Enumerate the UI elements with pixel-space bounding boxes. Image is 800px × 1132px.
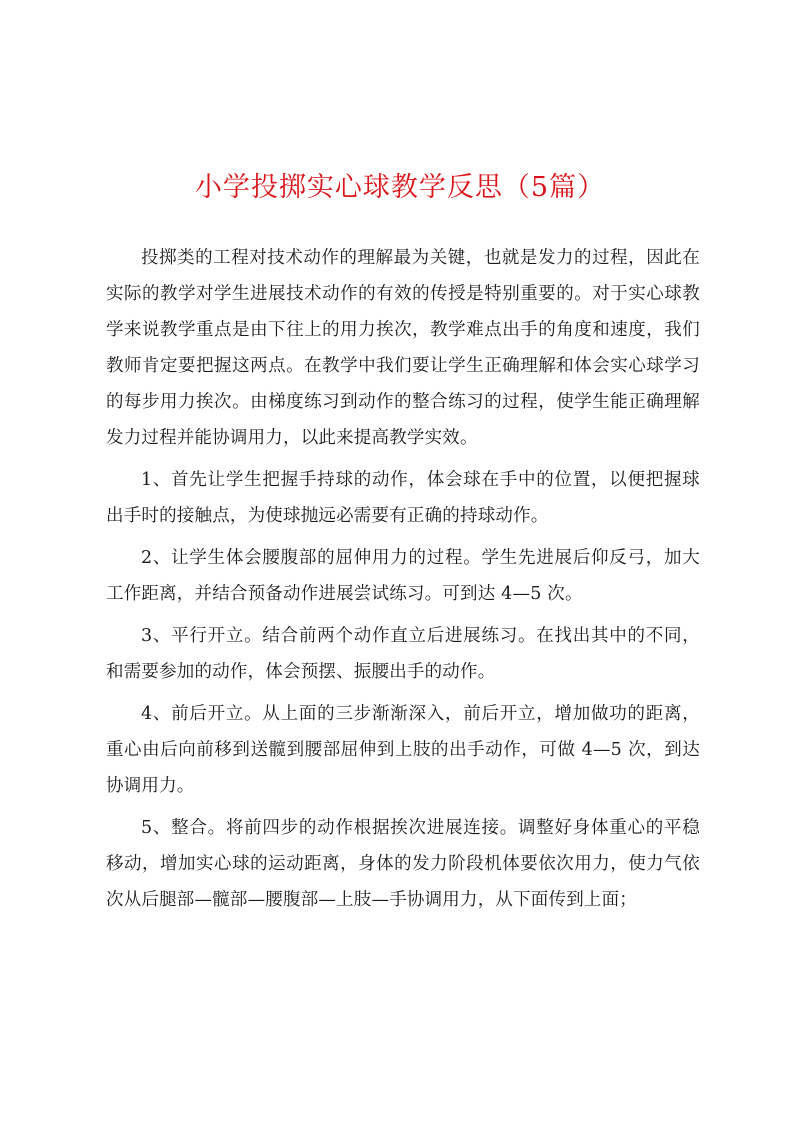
- paragraph-intro: 投掷类的工程对技术动作的理解最为关键，也就是发力的过程，因此在实际的教学对学生进展技术动作的有效的传授是特别重要的。对于实心球教学来说教学重点是由下往上的用力挨次，教学难点出手的角度和速度，我们教师肯定要把握这两点。在教学中我们要让学生正确理解和体会实心球学习的每步用力挨次。由梯度练习到动作的整合练习的过程，使学生能正确理解发力过程并能协调用力，以此来提高教学实效。: [106, 248, 700, 448]
- paragraph-step-1: 1、首先让学生把握手持球的动作，体会球在手中的位置，以便把握球出手时的接触点，为使球抛远必需要有正确的持球动作。: [106, 470, 700, 526]
- paragraph-step-3: 3、平行开立。结合前两个动作直立后进展练习。在找出其中的不同，和需要参加的动作，体会预摆、振腰出手的动作。: [106, 626, 700, 682]
- paragraph-step-4: 4、前后开立。从上面的三步渐渐深入，前后开立，增加做功的距离，重心由后向前移到送髋到腰部屈伸到上肢的出手动作，可做 4—5 次，到达协调用力。: [106, 704, 700, 796]
- document-body: [106, 240, 700, 924]
- paragraph-step-2: 2、让学生体会腰腹部的屈伸用力的过程。学生先进展后仰反弓，加大工作距离，并结合预备动作进展尝试练习。可到达 4—5 次。: [106, 548, 700, 604]
- document-title: 小学投掷实心球教学反思（5篇）: [194, 172, 606, 203]
- paragraph-step-5: 5、整合。将前四步的动作根据挨次进展连接。调整好身体重心的平稳移动，增加实心球的运动距离，身体的发力阶段机体要依次用力，使力气依次从后腿部—髋部—腰腹部—上肢—手协调用力，从下面传到上面；: [106, 818, 700, 910]
